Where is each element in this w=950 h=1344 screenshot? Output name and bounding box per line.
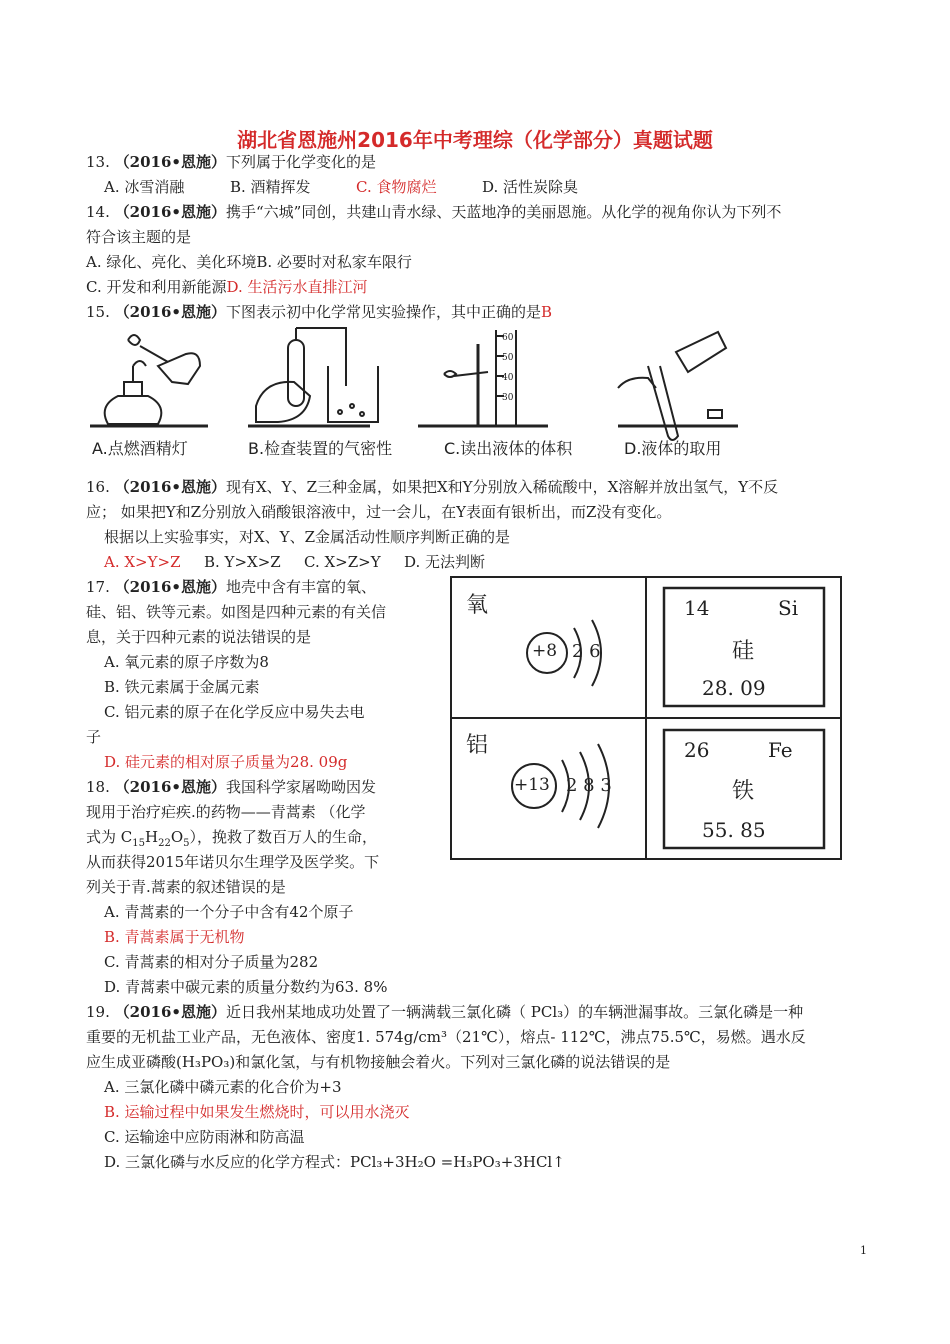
caption-c: C.读出液体的体积 <box>444 439 573 458</box>
q14-option-d: D. 生活污水直排江河 <box>226 278 368 296</box>
silicon-symbol: Si <box>778 596 799 620</box>
q13-option-b: B. 酒精挥发 <box>230 178 311 196</box>
oxygen-charge: +8 <box>532 641 558 661</box>
q16-option-a: A. X>Y>Z <box>104 553 181 571</box>
q17-text-3: 息，关于四种元素的说法错误的是 <box>86 628 312 646</box>
q13-source: （2016•恩施） <box>114 153 226 171</box>
q13-option-d: D. 活性炭除臭 <box>482 178 579 196</box>
page-number: 1 <box>860 1244 867 1257</box>
q19-option-c: C. 运输途中应防雨淋和防高温 <box>104 1128 305 1146</box>
q19-text-3: 应生成亚磷酸(H₃PO₃)和氯化氢，与有机物接触会着火。下列对三氯化磷的说法错误的是 <box>86 1053 671 1071</box>
page-title: 湖北省恩施州2016年中考理综（化学部分）真题试题 <box>237 128 713 152</box>
silicon-mass: 28. 09 <box>702 676 766 700</box>
q18-option-c: C. 青蒿素的相对分子质量为282 <box>104 953 319 971</box>
q14-options-cd <box>86 277 368 297</box>
q19-source: （2016•恩施） <box>114 1003 226 1021</box>
alcohol-lamp-figure <box>90 335 208 426</box>
caption-d: D.液体的取用 <box>624 439 722 458</box>
aluminum-label: 铝 <box>466 733 489 758</box>
iron-mass: 55. 85 <box>702 818 766 842</box>
iron-number: 26 <box>684 738 710 762</box>
q13-options <box>104 177 578 197</box>
q18-text-2: 现用于治疗疟疾.的药物——青蒿素 （化学 <box>86 803 366 821</box>
q17-option-a: A. 氧元素的原子序数为8 <box>104 653 269 671</box>
q18-option-a: A. 青蒿素的一个分子中含有42个原子 <box>104 903 354 921</box>
q13-option-a: A. 冰雪消融 <box>104 178 185 196</box>
q15-number: 15. <box>86 303 110 321</box>
iron-name: 铁 <box>732 779 755 804</box>
q13-stem <box>86 152 376 172</box>
aluminum-charge: +13 <box>514 775 550 795</box>
graduated-cylinder-figure <box>418 330 548 426</box>
q15-answer: B <box>541 303 553 321</box>
q17-number: 17. <box>86 578 110 596</box>
oxygen-label: 氧 <box>466 593 489 618</box>
q18-option-b: B. 青蒿素属于无机物 <box>104 928 245 946</box>
q18-text: 我国科学家屠呦呦因发 <box>225 778 376 796</box>
q19-option-d: D. 三氯化磷与水反应的化学方程式：PCl₃+3H₂O =H₃PO₃+3HCl↑ <box>104 1153 565 1171</box>
q15-text: 下图表示初中化学常见实验操作，其中正确的是 <box>225 303 541 321</box>
caption-a: A.点燃酒精灯 <box>92 439 188 458</box>
q13-text: 下列属于化学变化的是 <box>225 153 376 171</box>
q15-source: （2016•恩施） <box>114 303 226 321</box>
q19-text-2: 重要的无机盐工业产品，无色液体、密度1. 574g/cm³（21℃），熔点- 112℃，沸点75.5℃，易燃。遇水反 <box>86 1028 806 1046</box>
q14-option-c: C. 开发和利用新能源 <box>86 278 227 296</box>
aluminum-electrons: 2 8 3 <box>566 775 612 796</box>
q15-stem <box>86 302 552 322</box>
q17-option-d: D. 硅元素的相对原子质量为28. 09g <box>104 753 348 771</box>
q18-text-3: 式为 $C_{15}H_{22}O_5$），挽救了数百万人的生命， <box>86 828 378 849</box>
q18-text-5: 列关于青.蒿素的叙述错误的是 <box>86 878 286 896</box>
q16-text: 现有X、Y、Z三种金属，如果把X和Y分别放入稀硫酸中，X溶解并放出氢气，Y不反 <box>225 478 779 496</box>
q17-source: （2016•恩施） <box>114 578 226 596</box>
q16-number: 16. <box>86 478 110 496</box>
q14-stem <box>86 202 781 222</box>
cylinder-tick-30: 30 <box>502 393 514 403</box>
q17-text-2: 硅、铝、铁等元素。如图是四种元素的有关信 <box>86 603 387 621</box>
q17-stem <box>86 577 376 597</box>
silicon-name: 硅 <box>732 639 755 664</box>
q14-number: 14. <box>86 203 110 221</box>
q16-options <box>104 552 485 572</box>
q13-number: 13. <box>86 153 110 171</box>
q13-option-c: C. 食物腐烂 <box>356 178 437 196</box>
q18-source: （2016•恩施） <box>114 778 226 796</box>
q17-option-c-cont: 子 <box>86 728 102 746</box>
q16-text-3: 根据以上实验事实，对X、Y、Z金属活动性顺序判断正确的是 <box>104 528 511 546</box>
q18-number: 18. <box>86 778 110 796</box>
q16-source: （2016•恩施） <box>114 478 226 496</box>
q14-options-ab: A. 绿化、亮化、美化环境B. 必要时对私家车限行 <box>86 253 412 271</box>
q14-text: 携手“六城”同创，共建山青水绿、天蓝地净的美丽恩施。从化学的视角你认为下列不 <box>225 203 782 221</box>
q16-option-c: C. X>Z>Y <box>304 553 381 571</box>
airtight-check-figure <box>248 328 378 426</box>
caption-b: B.检查装置的气密性 <box>248 439 393 458</box>
q14-source: （2016•恩施） <box>114 203 226 221</box>
q19-option-a: A. 三氯化磷中磷元素的化合价为+3 <box>104 1078 342 1096</box>
q19-stem <box>86 1002 803 1022</box>
q19-option-b: B. 运输过程中如果发生燃烧时，可以用水浇灭 <box>104 1103 410 1121</box>
q16-stem <box>86 477 778 497</box>
q16-text-2: 应； 如果把Y和Z分别放入硝酸银溶液中，过一会儿，在Y表面有银析出，而Z没有变化。 <box>86 503 672 521</box>
q16-option-d: D. 无法判断 <box>404 553 486 571</box>
iron-symbol: Fe <box>768 738 793 762</box>
q17-option-c: C. 铝元素的原子在化学反应中易失去电 <box>104 703 365 721</box>
q16-option-b: B. Y>X>Z <box>204 553 281 571</box>
q18-stem <box>86 777 376 797</box>
q19-text: 近日我州某地成功处置了一辆满载三氯化磷（ PCl₃）的车辆泄漏事故。三氯化磷是一种 <box>225 1003 804 1021</box>
q18-text-4: 从而获得2015年诺贝尔生理学及医学奖。下 <box>86 853 380 871</box>
q14-text-2: 符合该主题的是 <box>86 228 192 246</box>
oxygen-electrons: 2 6 <box>572 641 601 662</box>
cylinder-tick-60: 60 <box>502 333 514 343</box>
q19-number: 19. <box>86 1003 110 1021</box>
liquid-pour-figure <box>618 332 738 440</box>
q17-text: 地壳中含有丰富的氧、 <box>225 578 376 596</box>
q18-option-d: D. 青蒿素中碳元素的质量分数约为63. 8% <box>104 978 388 996</box>
silicon-number: 14 <box>684 596 710 620</box>
cylinder-tick-50: 50 <box>502 353 514 363</box>
cylinder-tick-40: 40 <box>502 373 514 383</box>
element-info-figure <box>450 576 842 860</box>
q17-option-b: B. 铁元素属于金属元素 <box>104 678 260 696</box>
